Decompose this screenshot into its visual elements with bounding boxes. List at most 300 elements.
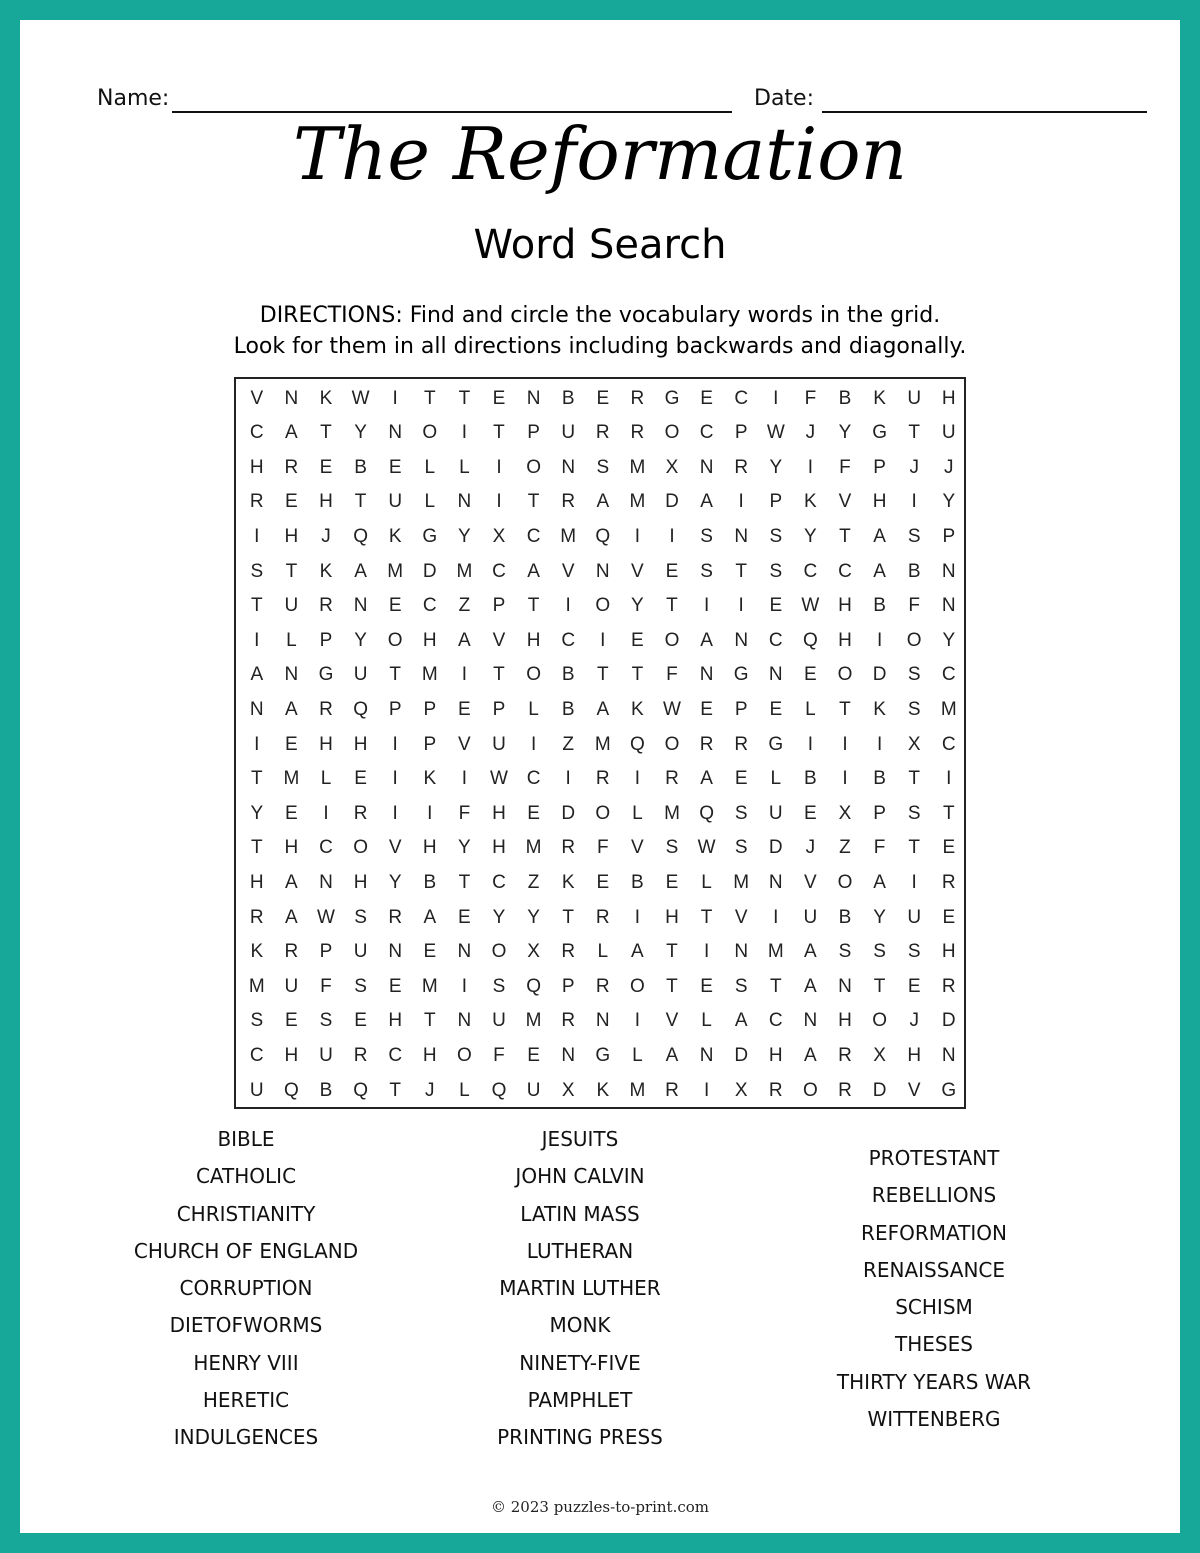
grid-letter[interactable]: S: [907, 698, 921, 720]
grid-letter[interactable]: T: [250, 595, 263, 617]
grid-letter[interactable]: P: [769, 491, 783, 513]
grid-letter[interactable]: Z: [562, 733, 574, 755]
grid-letter[interactable]: I: [427, 802, 433, 824]
grid-letter[interactable]: N: [734, 629, 749, 651]
grid-letter[interactable]: E: [596, 387, 610, 409]
grid-letter[interactable]: F: [458, 802, 471, 824]
grid-letter[interactable]: F: [320, 975, 332, 997]
grid-letter[interactable]: Z: [458, 595, 471, 617]
grid-letter[interactable]: T: [735, 560, 747, 582]
grid-letter[interactable]: N: [388, 422, 403, 444]
grid-letter[interactable]: S: [700, 525, 713, 547]
grid-letter[interactable]: N: [595, 560, 610, 582]
grid-letter[interactable]: K: [873, 387, 886, 409]
grid-letter[interactable]: M: [387, 560, 404, 582]
grid-letter[interactable]: E: [700, 975, 713, 997]
grid-letter[interactable]: Y: [250, 802, 264, 824]
grid-letter[interactable]: L: [459, 456, 470, 478]
grid-letter[interactable]: U: [388, 491, 403, 513]
grid-letter[interactable]: S: [873, 941, 886, 963]
grid-letter[interactable]: F: [666, 664, 678, 686]
grid-letter[interactable]: T: [285, 560, 298, 582]
grid-letter[interactable]: I: [807, 733, 814, 755]
grid-letter[interactable]: P: [319, 629, 333, 651]
grid-letter[interactable]: T: [596, 664, 609, 686]
grid-letter[interactable]: U: [941, 422, 956, 444]
grid-letter[interactable]: N: [388, 941, 403, 963]
grid-letter[interactable]: I: [911, 491, 917, 513]
grid-letter[interactable]: W: [663, 698, 681, 720]
grid-letter[interactable]: E: [907, 975, 921, 997]
grid-letter[interactable]: F: [839, 456, 851, 478]
grid-letter[interactable]: Q: [284, 1079, 299, 1101]
grid-letter[interactable]: I: [392, 802, 398, 824]
grid-letter[interactable]: R: [284, 456, 299, 478]
grid-letter[interactable]: G: [872, 422, 887, 444]
grid-letter[interactable]: W: [697, 837, 716, 859]
grid-letter[interactable]: P: [734, 422, 748, 444]
grid-letter[interactable]: D: [872, 1079, 887, 1101]
grid-letter[interactable]: Q: [353, 1079, 368, 1101]
grid-letter[interactable]: N: [595, 1010, 610, 1032]
grid-letter[interactable]: B: [561, 664, 575, 686]
grid-letter[interactable]: M: [525, 1010, 542, 1032]
grid-letter[interactable]: H: [838, 595, 852, 617]
grid-letter[interactable]: H: [422, 1044, 437, 1066]
grid-letter[interactable]: K: [873, 698, 886, 720]
grid-letter[interactable]: C: [492, 871, 506, 893]
grid-letter[interactable]: T: [493, 664, 505, 686]
grid-letter[interactable]: E: [285, 802, 298, 824]
grid-letter[interactable]: O: [664, 422, 680, 444]
grid-letter[interactable]: H: [284, 525, 299, 547]
grid-letter[interactable]: H: [284, 837, 299, 859]
grid-letter[interactable]: E: [769, 595, 783, 617]
grid-letter[interactable]: T: [873, 975, 886, 997]
grid-letter[interactable]: S: [769, 560, 783, 582]
grid-letter[interactable]: R: [838, 1044, 852, 1066]
grid-letter[interactable]: B: [838, 906, 852, 928]
grid-letter[interactable]: E: [942, 906, 956, 928]
grid-letter[interactable]: C: [803, 560, 818, 582]
grid-letter[interactable]: L: [286, 629, 297, 651]
grid-letter[interactable]: C: [526, 525, 541, 547]
grid-letter[interactable]: O: [837, 871, 853, 893]
grid-letter[interactable]: P: [873, 802, 886, 824]
grid-letter[interactable]: A: [458, 629, 471, 651]
grid-letter[interactable]: I: [773, 906, 779, 928]
grid-letter[interactable]: T: [942, 802, 955, 824]
grid-letter[interactable]: T: [631, 664, 644, 686]
grid-letter[interactable]: L: [424, 491, 436, 513]
grid-letter[interactable]: O: [526, 456, 541, 478]
grid-letter[interactable]: X: [561, 1079, 575, 1101]
grid-letter[interactable]: E: [423, 941, 437, 963]
grid-letter[interactable]: Y: [354, 629, 367, 651]
grid-letter[interactable]: V: [388, 837, 402, 859]
grid-letter[interactable]: I: [634, 906, 641, 928]
grid-letter[interactable]: N: [838, 975, 852, 997]
grid-letter[interactable]: I: [807, 456, 814, 478]
grid-letter[interactable]: C: [941, 733, 956, 755]
grid-letter[interactable]: P: [423, 698, 437, 720]
grid-letter[interactable]: R: [665, 1079, 679, 1101]
grid-letter[interactable]: U: [561, 422, 576, 444]
grid-letter[interactable]: W: [317, 906, 335, 928]
grid-letter[interactable]: S: [700, 560, 713, 582]
grid-letter[interactable]: A: [354, 560, 367, 582]
grid-letter[interactable]: Y: [769, 456, 783, 478]
grid-letter[interactable]: B: [319, 1079, 333, 1101]
grid-letter[interactable]: R: [249, 906, 264, 928]
grid-letter[interactable]: G: [318, 664, 334, 686]
grid-letter[interactable]: T: [458, 387, 471, 409]
grid-letter[interactable]: Y: [631, 595, 644, 617]
grid-letter[interactable]: Q: [630, 733, 645, 755]
grid-letter[interactable]: H: [872, 491, 887, 513]
grid-letter[interactable]: A: [804, 1044, 817, 1066]
grid-letter[interactable]: C: [734, 387, 749, 409]
grid-letter[interactable]: J: [909, 1010, 919, 1032]
grid-letter[interactable]: P: [492, 698, 506, 720]
grid-letter[interactable]: H: [249, 456, 264, 478]
grid-letter[interactable]: D: [768, 837, 783, 859]
grid-letter[interactable]: L: [320, 768, 332, 790]
grid-letter[interactable]: N: [353, 595, 368, 617]
grid-letter[interactable]: Y: [942, 629, 956, 651]
grid-letter[interactable]: R: [561, 1010, 576, 1032]
grid-letter[interactable]: I: [703, 941, 710, 963]
grid-letter[interactable]: X: [873, 1044, 886, 1066]
grid-letter[interactable]: G: [664, 387, 680, 409]
grid-letter[interactable]: A: [873, 560, 886, 582]
grid-letter[interactable]: B: [423, 871, 437, 893]
grid-letter[interactable]: R: [734, 456, 749, 478]
grid-letter[interactable]: T: [562, 906, 574, 928]
grid-letter[interactable]: S: [907, 941, 921, 963]
grid-letter[interactable]: S: [319, 1010, 333, 1032]
grid-letter[interactable]: T: [389, 1079, 401, 1101]
grid-letter[interactable]: T: [250, 837, 263, 859]
grid-letter[interactable]: P: [319, 941, 333, 963]
grid-letter[interactable]: I: [634, 768, 641, 790]
grid-letter[interactable]: R: [319, 595, 333, 617]
grid-letter[interactable]: E: [285, 491, 298, 513]
grid-letter[interactable]: R: [388, 906, 403, 928]
grid-letter[interactable]: A: [804, 941, 817, 963]
grid-letter[interactable]: N: [561, 1044, 576, 1066]
grid-letter[interactable]: O: [526, 664, 541, 686]
grid-letter[interactable]: E: [665, 560, 679, 582]
grid-letter[interactable]: B: [561, 698, 575, 720]
grid-letter[interactable]: M: [560, 525, 577, 547]
grid-letter[interactable]: R: [595, 906, 610, 928]
grid-letter[interactable]: R: [595, 422, 610, 444]
grid-letter[interactable]: F: [596, 837, 609, 859]
grid-letter[interactable]: U: [353, 664, 368, 686]
grid-letter[interactable]: I: [254, 629, 260, 651]
grid-letter[interactable]: H: [768, 1044, 783, 1066]
grid-letter[interactable]: F: [804, 387, 817, 409]
grid-letter[interactable]: B: [804, 768, 817, 790]
grid-letter[interactable]: A: [596, 698, 610, 720]
grid-letter[interactable]: T: [666, 975, 678, 997]
grid-letter[interactable]: D: [665, 491, 679, 513]
grid-letter[interactable]: A: [285, 698, 298, 720]
grid-letter[interactable]: G: [733, 664, 749, 686]
grid-letter[interactable]: Y: [388, 871, 402, 893]
grid-letter[interactable]: R: [353, 1044, 368, 1066]
grid-letter[interactable]: E: [458, 906, 471, 928]
grid-letter[interactable]: E: [527, 802, 540, 824]
grid-letter[interactable]: C: [526, 768, 541, 790]
grid-letter[interactable]: C: [492, 560, 506, 582]
grid-letter[interactable]: H: [249, 871, 264, 893]
grid-letter[interactable]: U: [492, 1010, 506, 1032]
grid-letter[interactable]: G: [941, 1079, 957, 1101]
grid-letter[interactable]: E: [804, 664, 817, 686]
grid-letter[interactable]: K: [423, 768, 437, 790]
grid-letter[interactable]: M: [456, 560, 473, 582]
grid-letter[interactable]: K: [631, 698, 644, 720]
grid-letter[interactable]: I: [565, 768, 571, 790]
grid-letter[interactable]: I: [496, 456, 502, 478]
grid-letter[interactable]: H: [665, 906, 679, 928]
grid-letter[interactable]: N: [319, 871, 333, 893]
grid-letter[interactable]: S: [838, 941, 852, 963]
grid-letter[interactable]: E: [285, 733, 298, 755]
grid-letter[interactable]: U: [803, 906, 818, 928]
grid-letter[interactable]: O: [457, 1044, 472, 1066]
grid-letter[interactable]: I: [703, 595, 710, 617]
grid-letter[interactable]: E: [700, 698, 713, 720]
grid-letter[interactable]: G: [422, 525, 438, 547]
grid-letter[interactable]: L: [528, 698, 539, 720]
grid-letter[interactable]: J: [321, 525, 331, 547]
grid-letter[interactable]: E: [388, 595, 402, 617]
grid-letter[interactable]: H: [907, 1044, 922, 1066]
grid-letter[interactable]: U: [768, 802, 783, 824]
grid-letter[interactable]: C: [422, 595, 437, 617]
grid-letter[interactable]: O: [491, 941, 507, 963]
grid-letter[interactable]: K: [250, 941, 264, 963]
grid-letter[interactable]: O: [872, 1010, 887, 1032]
grid-letter[interactable]: B: [873, 768, 886, 790]
grid-letter[interactable]: I: [461, 664, 468, 686]
grid-letter[interactable]: O: [595, 802, 611, 824]
grid-letter[interactable]: I: [669, 525, 675, 547]
grid-letter[interactable]: Z: [839, 837, 851, 859]
grid-letter[interactable]: A: [700, 629, 713, 651]
grid-letter[interactable]: B: [354, 456, 367, 478]
grid-letter[interactable]: U: [907, 906, 922, 928]
grid-letter[interactable]: I: [876, 733, 883, 755]
grid-letter[interactable]: N: [768, 871, 783, 893]
grid-letter[interactable]: E: [734, 768, 748, 790]
grid-letter[interactable]: I: [461, 768, 468, 790]
grid-letter[interactable]: W: [351, 387, 370, 409]
grid-letter[interactable]: E: [942, 837, 956, 859]
grid-letter[interactable]: N: [526, 387, 541, 409]
grid-letter[interactable]: H: [284, 1044, 299, 1066]
grid-letter[interactable]: C: [838, 560, 852, 582]
grid-letter[interactable]: E: [388, 975, 402, 997]
grid-letter[interactable]: I: [738, 595, 744, 617]
grid-letter[interactable]: O: [387, 629, 403, 651]
grid-letter[interactable]: S: [907, 802, 921, 824]
grid-letter[interactable]: A: [527, 560, 540, 582]
grid-letter[interactable]: O: [906, 629, 922, 651]
grid-letter[interactable]: I: [254, 525, 260, 547]
grid-letter[interactable]: P: [388, 698, 402, 720]
grid-letter[interactable]: T: [527, 595, 540, 617]
grid-letter[interactable]: Z: [527, 871, 540, 893]
grid-letter[interactable]: T: [908, 768, 920, 790]
grid-letter[interactable]: O: [664, 733, 680, 755]
grid-letter[interactable]: Y: [354, 422, 367, 444]
grid-letter[interactable]: E: [319, 456, 333, 478]
grid-letter[interactable]: L: [701, 871, 712, 893]
grid-letter[interactable]: H: [941, 941, 956, 963]
grid-letter[interactable]: E: [804, 802, 817, 824]
grid-letter[interactable]: Q: [803, 629, 818, 651]
grid-letter[interactable]: V: [907, 1079, 921, 1101]
grid-letter[interactable]: O: [422, 422, 438, 444]
grid-letter[interactable]: R: [353, 802, 368, 824]
grid-letter[interactable]: I: [634, 1010, 641, 1032]
grid-letter[interactable]: A: [285, 422, 298, 444]
grid-letter[interactable]: L: [597, 941, 609, 963]
grid-letter[interactable]: B: [873, 595, 886, 617]
grid-letter[interactable]: M: [283, 768, 300, 790]
grid-letter[interactable]: I: [911, 871, 917, 893]
grid-letter[interactable]: J: [805, 422, 816, 444]
grid-letter[interactable]: B: [907, 560, 921, 582]
grid-letter[interactable]: P: [527, 422, 540, 444]
grid-letter[interactable]: L: [805, 698, 816, 720]
grid-letter[interactable]: S: [734, 837, 748, 859]
grid-letter[interactable]: I: [254, 733, 260, 755]
grid-letter[interactable]: T: [423, 387, 436, 409]
grid-letter[interactable]: K: [804, 491, 817, 513]
grid-letter[interactable]: Y: [492, 906, 506, 928]
grid-letter[interactable]: Y: [458, 525, 471, 547]
grid-letter[interactable]: F: [493, 1044, 505, 1066]
grid-letter[interactable]: U: [249, 1079, 264, 1101]
grid-letter[interactable]: C: [699, 422, 714, 444]
grid-letter[interactable]: R: [319, 698, 333, 720]
grid-letter[interactable]: W: [766, 422, 785, 444]
grid-letter[interactable]: M: [940, 698, 957, 720]
grid-letter[interactable]: Y: [942, 491, 956, 513]
grid-letter[interactable]: N: [284, 387, 299, 409]
grid-letter[interactable]: B: [631, 871, 644, 893]
grid-letter[interactable]: L: [770, 768, 782, 790]
grid-letter[interactable]: W: [490, 768, 508, 790]
grid-letter[interactable]: V: [734, 906, 748, 928]
grid-letter[interactable]: E: [769, 698, 783, 720]
grid-letter[interactable]: E: [631, 629, 644, 651]
grid-letter[interactable]: M: [248, 975, 265, 997]
grid-letter[interactable]: D: [422, 560, 437, 582]
grid-letter[interactable]: E: [492, 387, 506, 409]
grid-letter[interactable]: R: [665, 768, 679, 790]
grid-letter[interactable]: R: [734, 733, 749, 755]
grid-letter[interactable]: V: [838, 491, 852, 513]
grid-letter[interactable]: R: [630, 387, 645, 409]
grid-letter[interactable]: H: [838, 629, 852, 651]
grid-letter[interactable]: T: [320, 422, 332, 444]
grid-letter[interactable]: H: [492, 802, 506, 824]
grid-letter[interactable]: T: [908, 422, 920, 444]
grid-letter[interactable]: Q: [526, 975, 541, 997]
grid-letter[interactable]: T: [666, 595, 678, 617]
grid-letter[interactable]: N: [941, 1044, 956, 1066]
grid-letter[interactable]: I: [461, 975, 468, 997]
grid-letter[interactable]: A: [285, 906, 298, 928]
grid-letter[interactable]: D: [561, 802, 576, 824]
grid-letter[interactable]: P: [423, 733, 437, 755]
grid-letter[interactable]: A: [700, 768, 713, 790]
grid-letter[interactable]: C: [768, 629, 783, 651]
grid-letter[interactable]: O: [837, 664, 853, 686]
grid-letter[interactable]: R: [941, 975, 956, 997]
grid-letter[interactable]: A: [804, 975, 817, 997]
grid-letter[interactable]: C: [941, 664, 956, 686]
grid-letter[interactable]: O: [803, 1079, 818, 1101]
grid-letter[interactable]: Y: [873, 906, 886, 928]
grid-letter[interactable]: R: [595, 975, 610, 997]
grid-letter[interactable]: S: [769, 525, 783, 547]
grid-letter[interactable]: H: [388, 1010, 403, 1032]
grid-letter[interactable]: S: [354, 975, 367, 997]
grid-letter[interactable]: T: [839, 698, 851, 720]
grid-letter[interactable]: I: [600, 629, 606, 651]
grid-letter[interactable]: N: [561, 456, 576, 478]
grid-letter[interactable]: B: [838, 387, 852, 409]
grid-letter[interactable]: H: [353, 871, 368, 893]
grid-letter[interactable]: I: [392, 768, 398, 790]
grid-letter[interactable]: I: [461, 422, 468, 444]
grid-letter[interactable]: U: [526, 1079, 541, 1101]
grid-letter[interactable]: H: [422, 837, 437, 859]
grid-letter[interactable]: H: [422, 629, 437, 651]
grid-letter[interactable]: X: [734, 1079, 748, 1101]
grid-letter[interactable]: D: [941, 1010, 956, 1032]
grid-letter[interactable]: S: [907, 664, 921, 686]
grid-letter[interactable]: T: [354, 491, 367, 513]
grid-letter[interactable]: C: [249, 422, 264, 444]
grid-letter[interactable]: E: [527, 1044, 540, 1066]
grid-letter[interactable]: R: [595, 768, 610, 790]
grid-letter[interactable]: D: [872, 664, 887, 686]
grid-letter[interactable]: M: [629, 1079, 646, 1101]
grid-letter[interactable]: A: [873, 525, 886, 547]
grid-letter[interactable]: J: [805, 837, 816, 859]
grid-letter[interactable]: F: [908, 595, 920, 617]
grid-letter[interactable]: U: [353, 941, 368, 963]
grid-letter[interactable]: R: [699, 733, 714, 755]
grid-letter[interactable]: Q: [595, 525, 611, 547]
grid-letter[interactable]: M: [525, 837, 542, 859]
grid-letter[interactable]: C: [319, 837, 333, 859]
grid-letter[interactable]: V: [665, 1010, 679, 1032]
grid-letter[interactable]: C: [768, 1010, 783, 1032]
grid-letter[interactable]: S: [250, 1010, 264, 1032]
grid-letter[interactable]: Y: [458, 837, 471, 859]
grid-letter[interactable]: I: [392, 387, 398, 409]
grid-letter[interactable]: M: [629, 456, 646, 478]
